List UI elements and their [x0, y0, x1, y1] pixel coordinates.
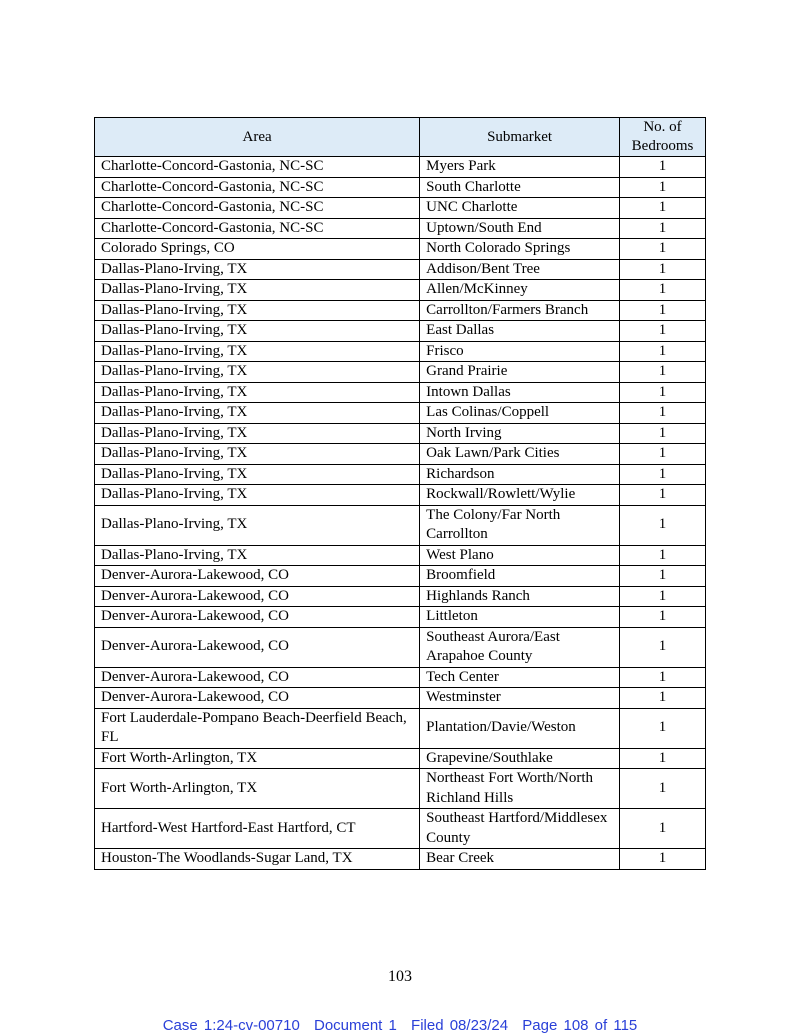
submarket-cell: Littleton — [420, 607, 620, 628]
table-row — [95, 748, 706, 769]
bedrooms-cell: 1 — [620, 464, 706, 485]
area-cell: Dallas-Plano-Irving, TX — [95, 259, 420, 280]
submarket-cell: Richardson — [420, 464, 620, 485]
table-row — [95, 198, 706, 219]
table-header-row — [95, 118, 706, 157]
court-filing-stamp — [0, 1017, 800, 1034]
area-cell: Dallas-Plano-Irving, TX — [95, 545, 420, 566]
table-row — [95, 444, 706, 465]
area-cell: Fort Worth-Arlington, TX — [95, 769, 420, 809]
submarket-cell: Grand Prairie — [420, 362, 620, 383]
bedrooms-cell: 1 — [620, 362, 706, 383]
area-cell: Denver-Aurora-Lakewood, CO — [95, 627, 420, 667]
table-row — [95, 403, 706, 424]
submarket-cell: Bear Creek — [420, 849, 620, 870]
footer-document: Document 1 — [313, 1017, 397, 1034]
table-row — [95, 239, 706, 260]
table-row — [95, 157, 706, 178]
submarket-cell: Addison/Bent Tree — [420, 259, 620, 280]
area-cell: Dallas-Plano-Irving, TX — [95, 464, 420, 485]
submarket-cell: Broomfield — [420, 566, 620, 587]
table-row — [95, 382, 706, 403]
submarket-cell: East Dallas — [420, 321, 620, 342]
bedrooms-cell: 1 — [620, 627, 706, 667]
bedrooms-cell: 1 — [620, 382, 706, 403]
table-row — [95, 809, 706, 849]
area-cell: Fort Lauderdale-Pompano Beach-Deerfield Beach, FL — [95, 708, 420, 748]
table-row — [95, 341, 706, 362]
submarket-cell: UNC Charlotte — [420, 198, 620, 219]
submarket-table — [94, 117, 706, 870]
table-row — [95, 607, 706, 628]
bedrooms-cell: 1 — [620, 688, 706, 709]
bedrooms-cell: 1 — [620, 300, 706, 321]
bedrooms-cell: 1 — [620, 218, 706, 239]
table-row — [95, 485, 706, 506]
submarket-cell: Rockwall/Rowlett/Wylie — [420, 485, 620, 506]
table-row — [95, 688, 706, 709]
submarket-cell: Uptown/South End — [420, 218, 620, 239]
area-cell: Denver-Aurora-Lakewood, CO — [95, 566, 420, 587]
area-cell: Charlotte-Concord-Gastonia, NC-SC — [95, 177, 420, 198]
table-row — [95, 627, 706, 667]
area-cell: Dallas-Plano-Irving, TX — [95, 300, 420, 321]
table-row — [95, 769, 706, 809]
table-row — [95, 545, 706, 566]
submarket-cell: The Colony/Far North Carrollton — [420, 505, 620, 545]
table-row — [95, 218, 706, 239]
bedrooms-cell: 1 — [620, 341, 706, 362]
bedrooms-cell: 1 — [620, 748, 706, 769]
area-cell: Houston-The Woodlands-Sugar Land, TX — [95, 849, 420, 870]
area-cell: Denver-Aurora-Lakewood, CO — [95, 607, 420, 628]
submarket-cell: Grapevine/Southlake — [420, 748, 620, 769]
area-cell: Fort Worth-Arlington, TX — [95, 748, 420, 769]
area-cell: Dallas-Plano-Irving, TX — [95, 485, 420, 506]
submarket-cell: Las Colinas/Coppell — [420, 403, 620, 424]
bedrooms-cell: 1 — [620, 849, 706, 870]
bedrooms-cell: 1 — [620, 444, 706, 465]
submarket-cell: Westminster — [420, 688, 620, 709]
area-cell: Dallas-Plano-Irving, TX — [95, 382, 420, 403]
table-row — [95, 464, 706, 485]
bedrooms-cell: 1 — [620, 769, 706, 809]
bedrooms-cell: 1 — [620, 545, 706, 566]
footer-filed-date: Filed 08/23/24 — [411, 1017, 509, 1034]
submarket-cell: Myers Park — [420, 157, 620, 178]
area-cell: Denver-Aurora-Lakewood, CO — [95, 667, 420, 688]
bedrooms-cell: 1 — [620, 607, 706, 628]
submarket-cell: South Charlotte — [420, 177, 620, 198]
area-cell: Charlotte-Concord-Gastonia, NC-SC — [95, 157, 420, 178]
table-row — [95, 667, 706, 688]
area-cell: Dallas-Plano-Irving, TX — [95, 403, 420, 424]
area-cell: Dallas-Plano-Irving, TX — [95, 321, 420, 342]
bedrooms-cell: 1 — [620, 239, 706, 260]
area-cell: Dallas-Plano-Irving, TX — [95, 280, 420, 301]
table-row — [95, 362, 706, 383]
bedrooms-cell: 1 — [620, 259, 706, 280]
table-row — [95, 849, 706, 870]
bedrooms-cell: 1 — [620, 708, 706, 748]
submarket-cell: North Colorado Springs — [420, 239, 620, 260]
area-cell: Colorado Springs, CO — [95, 239, 420, 260]
area-cell: Charlotte-Concord-Gastonia, NC-SC — [95, 198, 420, 219]
header-bedrooms-line2: Bedrooms — [631, 138, 694, 154]
submarket-cell: Carrollton/Farmers Branch — [420, 300, 620, 321]
bedrooms-cell: 1 — [620, 586, 706, 607]
footer-case-number: Case 1:24-cv-00710 — [162, 1017, 300, 1034]
table-row — [95, 177, 706, 198]
table-row — [95, 708, 706, 748]
header-bedrooms-line1: No. of — [643, 119, 682, 135]
table-row — [95, 505, 706, 545]
submarket-cell: Southeast Hartford/Middlesex County — [420, 809, 620, 849]
submarket-cell: Plantation/Davie/Weston — [420, 708, 620, 748]
bedrooms-cell: 1 — [620, 667, 706, 688]
area-cell: Dallas-Plano-Irving, TX — [95, 444, 420, 465]
submarket-cell: North Irving — [420, 423, 620, 444]
submarket-cell: West Plano — [420, 545, 620, 566]
bedrooms-cell: 1 — [620, 423, 706, 444]
area-cell: Hartford-West Hartford-East Hartford, CT — [95, 809, 420, 849]
table-row — [95, 321, 706, 342]
submarket-cell: Frisco — [420, 341, 620, 362]
table-row — [95, 259, 706, 280]
bedrooms-cell: 1 — [620, 198, 706, 219]
table-row — [95, 586, 706, 607]
header-area: Area — [95, 118, 420, 157]
submarket-cell: Highlands Ranch — [420, 586, 620, 607]
bedrooms-cell: 1 — [620, 280, 706, 301]
bedrooms-cell: 1 — [620, 809, 706, 849]
area-cell: Denver-Aurora-Lakewood, CO — [95, 586, 420, 607]
bedrooms-cell: 1 — [620, 403, 706, 424]
area-cell: Charlotte-Concord-Gastonia, NC-SC — [95, 218, 420, 239]
submarket-cell: Southeast Aurora/East Arapahoe County — [420, 627, 620, 667]
table-row — [95, 300, 706, 321]
submarket-cell: Allen/McKinney — [420, 280, 620, 301]
submarket-cell: Northeast Fort Worth/North Richland Hills — [420, 769, 620, 809]
bedrooms-cell: 1 — [620, 505, 706, 545]
page-number: 103 — [388, 968, 412, 985]
header-bedrooms — [620, 118, 706, 157]
submarket-cell: Tech Center — [420, 667, 620, 688]
table-row — [95, 566, 706, 587]
bedrooms-cell: 1 — [620, 485, 706, 506]
header-submarket: Submarket — [420, 118, 620, 157]
bedrooms-cell: 1 — [620, 566, 706, 587]
table-body — [95, 157, 706, 870]
bedrooms-cell: 1 — [620, 177, 706, 198]
bedrooms-cell: 1 — [620, 157, 706, 178]
area-cell: Dallas-Plano-Irving, TX — [95, 423, 420, 444]
table-row — [95, 423, 706, 444]
area-cell: Dallas-Plano-Irving, TX — [95, 341, 420, 362]
footer-page-count: Page 108 of 115 — [522, 1017, 638, 1034]
area-cell: Denver-Aurora-Lakewood, CO — [95, 688, 420, 709]
area-cell: Dallas-Plano-Irving, TX — [95, 505, 420, 545]
bedrooms-cell: 1 — [620, 321, 706, 342]
area-cell: Dallas-Plano-Irving, TX — [95, 362, 420, 383]
submarket-cell: Oak Lawn/Park Cities — [420, 444, 620, 465]
table-row — [95, 280, 706, 301]
submarket-cell: Intown Dallas — [420, 382, 620, 403]
